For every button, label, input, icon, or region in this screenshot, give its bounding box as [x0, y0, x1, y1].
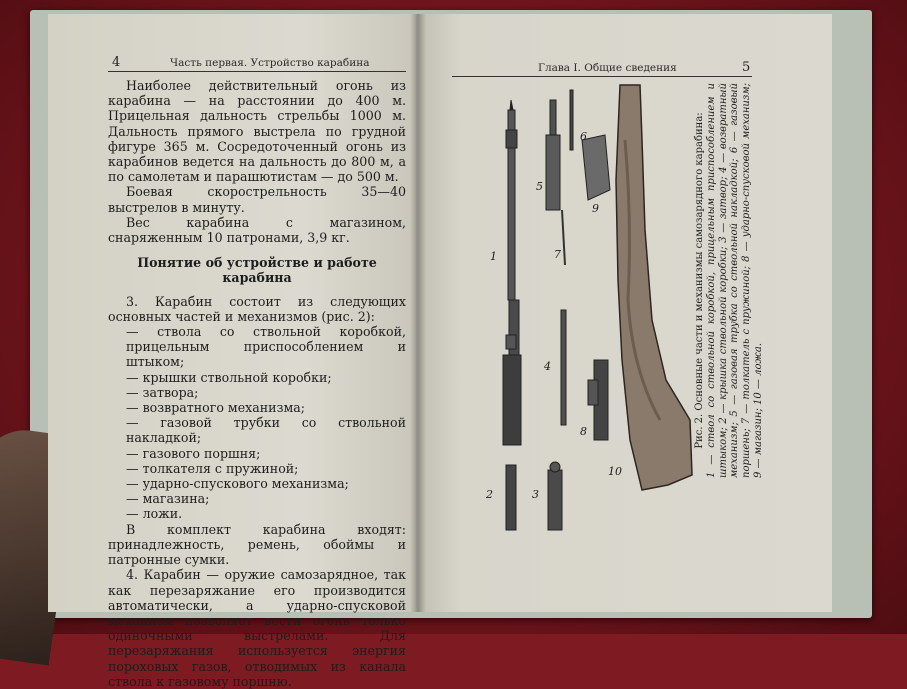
figure-label-9: 9	[592, 202, 599, 215]
figure-caption-title: Рис. 2. Основные части и механизмы самозарядного карабина:	[694, 112, 705, 449]
left-page-number: 4	[112, 55, 121, 70]
left-page-body	[108, 78, 406, 689]
right-page-number: 5	[742, 60, 751, 75]
list-item: — ударно-спускового механизма;	[126, 476, 349, 492]
figure-label-5: 5	[536, 180, 543, 193]
item-3-intro: 3. Карабин состоит из следующих основных частей и механизмов (рис. 2):	[108, 293, 406, 324]
book-gutter	[410, 14, 426, 612]
section-heading: Понятие об устройстве и работе карабина	[137, 255, 377, 286]
figure-label-6: 6	[580, 130, 587, 143]
left-running-header: Часть первая. Устройство карабина	[170, 57, 370, 69]
carbine-parts-figure	[470, 80, 705, 550]
list-item: — крышки ствольной коробки;	[126, 369, 332, 385]
figure-label-1: 1	[490, 250, 497, 263]
figure-label-3: 3	[532, 488, 539, 501]
paragraph-range: Наиболее действительный огонь из карабина — на расстоянии до 400 м. Прицельная дальность стрельбы 1000 м. Дальность прямого выстрела по грудной фигуре 365 м. Сосредоточенный огонь из карабинов ведется на дальность до 800 м, а по самолетам и парашютистам — до 500 м.	[108, 78, 406, 185]
list-item: — возвратного механизма;	[126, 400, 305, 416]
part-2-receiver-cover	[506, 465, 516, 530]
part-1-barrel	[503, 100, 521, 445]
list-item: — ложи.	[126, 506, 183, 522]
right-running-header: Глава I. Общие сведения	[538, 62, 677, 74]
figure-label-10: 10	[608, 465, 622, 478]
part-10-stock	[616, 85, 692, 490]
kit-paragraph: В комплект карабина входят: принадлежность, ремень, обоймы и патронные сумки.	[108, 521, 406, 568]
figure-label-4: 4	[544, 360, 551, 373]
left-header-rule	[108, 71, 406, 72]
part-7-pusher-spring	[562, 210, 565, 265]
list-item: — толкателя с пружиной;	[126, 460, 299, 476]
part-4-return-mechanism	[561, 310, 566, 425]
paragraph-weight: Вес карабина с магазином, снаряженным 10 патронами, 3,9 кг.	[108, 214, 406, 246]
list-item: — газовой трубки со ствольной накладкой;	[126, 415, 406, 446]
part-9-magazine	[582, 135, 610, 200]
figure-caption	[694, 83, 765, 478]
figure-label-8: 8	[580, 425, 587, 438]
figure-label-7: 7	[554, 248, 561, 261]
list-item: — газового поршня;	[126, 445, 261, 461]
part-5-gas-tube	[546, 100, 560, 210]
list-item: — магазина;	[126, 491, 210, 507]
list-item: — затвора;	[126, 384, 199, 400]
paragraph-rate: Боевая скорострельность 35—40 выстрелов в минуту.	[108, 184, 406, 215]
right-header-rule	[452, 76, 752, 77]
figure-caption-body: 1 — ствол со ствольной коробкой, прицельным приспособлением и штыком; 2 — крышка ствольной коробки; 3 — затвор; 4 — возвратный механизм; 5 — газовая трубка со ствольной накладкой; 6 — газовый поршень; 7 — толкатель с пружиной; 8 — ударно-спусковой механизм; 9 — магазин; 10 — ложа.	[705, 83, 764, 478]
item-4-paragraph: 4. Карабин — оружие самозарядное, так как перезаряжание его производится автоматически, а ударно-спусковой механизм позволяет вести огонь только одиночными выстрелами. Для перезаряжания используется энергия пороховых газов, отводимых из канала ствола к газовому поршню.	[108, 567, 406, 689]
part-3-bolt	[548, 462, 562, 530]
list-item: — ствола со ствольной коробкой, прицельным приспособлением и штыком;	[126, 324, 406, 370]
part-6-gas-piston	[570, 90, 573, 150]
figure-label-2: 2	[486, 488, 493, 501]
part-8-trigger-mechanism	[588, 360, 608, 440]
